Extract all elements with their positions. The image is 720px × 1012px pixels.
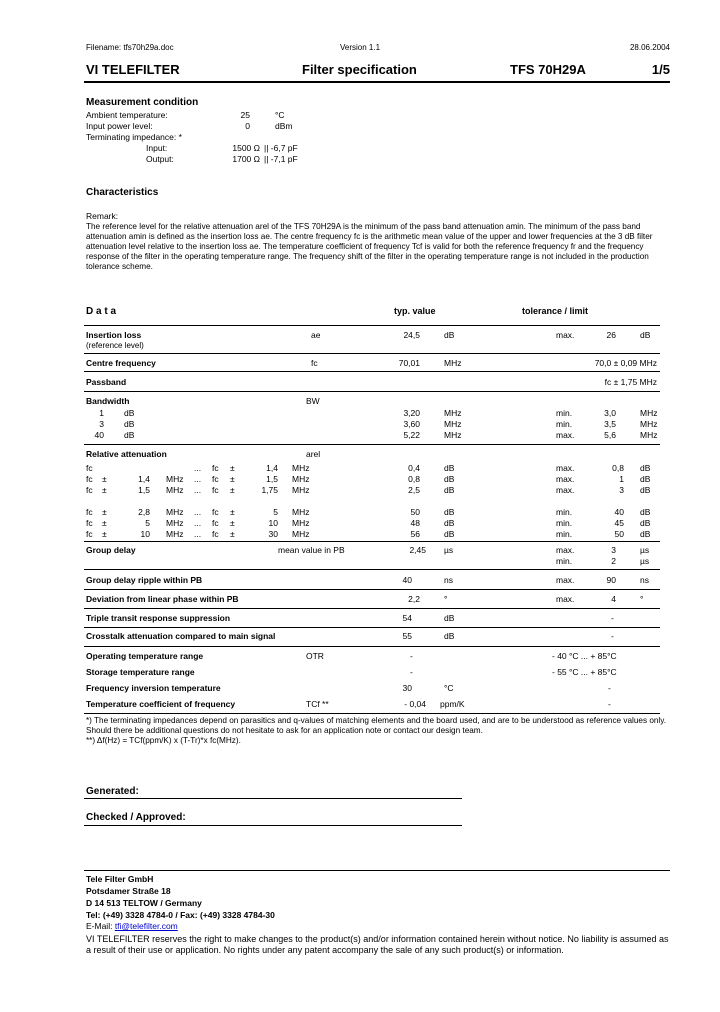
- tcf-unit: ppm/K: [440, 699, 465, 709]
- rel-att-unit: dB: [444, 474, 455, 484]
- triple-tol: -: [611, 613, 614, 623]
- rel-att-dots: ...: [194, 518, 202, 528]
- email-link[interactable]: tfi@telefilter.com: [114, 921, 178, 931]
- rel-att-lim-val: 50: [614, 529, 624, 539]
- rule: [84, 325, 660, 326]
- bandwidth-unit: MHz: [444, 419, 462, 429]
- rel-att-limit: min.: [556, 518, 573, 528]
- rel-att-u1: MHz: [166, 474, 184, 484]
- rel-att-v1: 2,8: [138, 507, 150, 517]
- rel-att-pm1: ±: [102, 485, 107, 495]
- rel-att-limit: min.: [556, 507, 573, 517]
- remark-label: Remark:: [86, 211, 119, 221]
- bandwidth-unit: MHz: [444, 430, 462, 440]
- insertion-loss-lim-unit: dB: [640, 330, 651, 340]
- bandwidth-value: 3,20: [403, 408, 420, 418]
- rel-att-limit: min.: [556, 529, 573, 539]
- rel-att-lim-unit: dB: [640, 463, 651, 473]
- group-delay-lim2-unit: µs: [640, 556, 650, 566]
- bandwidth-value: 3,60: [403, 419, 420, 429]
- group-delay-unit: µs: [444, 545, 454, 555]
- rel-att-unit: dB: [444, 507, 455, 517]
- rel-att-limit: max.: [556, 474, 575, 484]
- group-delay-limit2: min.: [556, 556, 573, 566]
- rel-att-dots: ...: [194, 485, 202, 495]
- rel-att-pm2: ±: [230, 463, 235, 473]
- header-rule: [84, 81, 670, 83]
- generated-line: [84, 798, 462, 799]
- email-label: E-Mail:: [86, 921, 115, 931]
- insertion-loss-limit: max.: [556, 330, 575, 340]
- rel-att-limit: max.: [556, 485, 575, 495]
- insertion-loss-sub: (reference level): [86, 341, 144, 350]
- insertion-loss-lim-val: 26: [606, 330, 616, 340]
- op-temp-tol: - 40 °C ... + 85°C: [552, 651, 617, 661]
- rel-att-u2: MHz: [292, 485, 310, 495]
- phase-dev-lim-val: 4: [611, 594, 616, 604]
- rule: [84, 713, 660, 714]
- part-number: TFS 70H29A: [510, 62, 586, 77]
- rel-att-f1: fc: [86, 529, 93, 539]
- company-phone: Tel: (+49) 3328 4784-0 / Fax: (+49) 3328 4784-30: [86, 910, 275, 920]
- output-label: Output:: [146, 154, 174, 164]
- insertion-loss-symbol: ae: [311, 330, 321, 340]
- output-value: 1700 Ω: [232, 154, 260, 164]
- rel-att-u1: MHz: [166, 518, 184, 528]
- page-number: 1/5: [651, 62, 670, 77]
- company-city: D 14 513 TELTOW / Germany: [86, 898, 202, 908]
- bandwidth-db-unit: dB: [124, 419, 135, 429]
- rel-att-value: 48: [410, 518, 420, 528]
- power-unit: dBm: [275, 121, 293, 131]
- rule: [84, 569, 660, 570]
- storage-temp-value: -: [410, 667, 413, 677]
- rel-att-limit: max.: [556, 463, 575, 473]
- freq-inv-value: 30: [402, 683, 412, 693]
- crosstalk-value: 55: [402, 631, 412, 641]
- centre-freq-tol: 70,0 ± 0,09 MHz: [594, 358, 657, 368]
- phase-dev-unit: °: [444, 594, 448, 604]
- rel-att-lim-val: 40: [614, 507, 624, 517]
- checked-label: Checked / Approved:: [86, 812, 186, 823]
- bandwidth-label: Bandwidth: [86, 396, 130, 406]
- rel-att-lim-unit: dB: [640, 474, 651, 484]
- rel-att-f2: fc: [212, 518, 219, 528]
- rule: [84, 541, 660, 542]
- rel-att-f1: fc: [86, 518, 93, 528]
- phase-dev-label: Deviation from linear phase within PB: [86, 594, 239, 604]
- rel-att-u1: MHz: [166, 485, 184, 495]
- rel-att-unit: dB: [444, 463, 455, 473]
- rule: [84, 627, 660, 628]
- bandwidth-lim-val: 5,6: [604, 430, 616, 440]
- rel-att-f2: fc: [212, 507, 219, 517]
- group-delay-label: Group delay: [86, 545, 136, 555]
- input-value: 1500 Ω: [232, 143, 260, 153]
- phase-dev-limit: max.: [556, 594, 575, 604]
- rel-att-pm1: ±: [102, 529, 107, 539]
- email-line: [86, 921, 178, 931]
- group-delay-note: mean value in PB: [278, 545, 345, 555]
- op-temp-label: Operating temperature range: [86, 651, 204, 661]
- rel-att-pm1: ±: [102, 507, 107, 517]
- col-typ-header: typ. value: [394, 306, 436, 316]
- rel-att-v1: 5: [145, 518, 150, 528]
- centre-freq-label: Centre frequency: [86, 358, 156, 368]
- checked-line: [84, 825, 462, 826]
- rel-att-value: 0,4: [408, 463, 420, 473]
- rel-att-lim-unit: dB: [640, 507, 651, 517]
- rel-att-v2: 1,4: [266, 463, 278, 473]
- rel-att-u2: MHz: [292, 529, 310, 539]
- impedance-label: Terminating impedance: *: [86, 132, 182, 142]
- rel-att-pm2: ±: [230, 518, 235, 528]
- rule: [84, 589, 660, 590]
- rel-att-lim-unit: dB: [640, 529, 651, 539]
- company-legal-name: Tele Filter GmbH: [86, 874, 154, 884]
- op-temp-symbol: OTR: [306, 651, 324, 661]
- insertion-loss-label: Insertion loss: [86, 330, 142, 340]
- rel-att-v2: 5: [273, 507, 278, 517]
- gd-ripple-lim-unit: ns: [640, 575, 649, 585]
- crosstalk-label: Crosstalk attenuation compared to main signal: [86, 631, 276, 641]
- rel-att-lim-val: 1: [619, 474, 624, 484]
- bandwidth-db-level: 1: [99, 408, 104, 418]
- rel-att-f2: fc: [212, 474, 219, 484]
- address-rule: [84, 870, 670, 871]
- tcf-value: - 0,04: [404, 699, 426, 709]
- rel-att-u1: MHz: [166, 529, 184, 539]
- centre-freq-value: 70,01: [398, 358, 420, 368]
- gd-ripple-value: 40: [402, 575, 412, 585]
- rel-att-u2: MHz: [292, 463, 310, 473]
- group-delay-lim1: 3: [611, 545, 616, 555]
- rel-att-lim-unit: dB: [640, 485, 651, 495]
- rel-att-f1: fc: [86, 474, 93, 484]
- power-value: 0: [245, 121, 250, 131]
- rel-att-lim-unit: dB: [640, 518, 651, 528]
- rel-att-value: 56: [410, 529, 420, 539]
- input-label: Input:: [146, 143, 168, 153]
- gd-ripple-label: Group delay ripple within PB: [86, 575, 203, 585]
- bandwidth-lim-val: 3,5: [604, 419, 616, 429]
- col-tol-header: tolerance / limit: [522, 306, 589, 316]
- insertion-loss-value: 24,5: [403, 330, 420, 340]
- rel-att-u2: MHz: [292, 518, 310, 528]
- rel-att-pm2: ±: [230, 529, 235, 539]
- rel-att-unit: dB: [444, 518, 455, 528]
- gd-ripple-limit: max.: [556, 575, 575, 585]
- phase-dev-lim-unit: °: [640, 594, 644, 604]
- bandwidth-value: 5,22: [403, 430, 420, 440]
- rel-att-label: Relative attenuation: [86, 449, 167, 459]
- bandwidth-db-level: 40: [94, 430, 104, 440]
- group-delay-limit1: max.: [556, 545, 575, 555]
- rule: [84, 353, 660, 354]
- rel-att-u2: MHz: [292, 474, 310, 484]
- op-temp-value: -: [410, 651, 413, 661]
- tcf-symbol: TCf **: [306, 699, 329, 709]
- crosstalk-unit: dB: [444, 631, 455, 641]
- input-cap: || -6,7 pF: [264, 143, 298, 153]
- bandwidth-db-unit: dB: [124, 408, 135, 418]
- rel-att-lim-val: 3: [619, 485, 624, 495]
- rel-att-lim-val: 45: [614, 518, 624, 528]
- storage-temp-label: Storage temperature range: [86, 667, 195, 677]
- bandwidth-limit: min.: [556, 408, 573, 418]
- rel-att-pm2: ±: [230, 474, 235, 484]
- rule: [84, 646, 660, 647]
- footnote-tcf: **) Δf(Hz) = TCf(ppm/K) x (T-Tr)*x fc(MHz).: [86, 736, 241, 745]
- group-delay-lim2: 2: [611, 556, 616, 566]
- bandwidth-lim-unit: MHz: [640, 419, 658, 429]
- rel-att-f2: fc: [212, 463, 219, 473]
- measurement-title: Measurement condition: [86, 97, 199, 108]
- bandwidth-symbol: BW: [306, 396, 320, 406]
- triple-unit: dB: [444, 613, 455, 623]
- rel-att-dots: ...: [194, 507, 202, 517]
- rel-att-pm2: ±: [230, 507, 235, 517]
- company-name: VI TELEFILTER: [86, 62, 180, 77]
- col-data-header: D a t a: [86, 306, 117, 317]
- rel-att-unit: dB: [444, 529, 455, 539]
- freq-inv-tol: -: [608, 683, 611, 693]
- centre-freq-symbol: fc: [311, 358, 318, 368]
- rel-att-v1: 1,5: [138, 485, 150, 495]
- freq-inv-label: Frequency inversion temperature: [86, 683, 221, 693]
- group-delay-value: 2,45: [409, 545, 426, 555]
- ambient-label: Ambient temperature:: [86, 110, 168, 120]
- rel-att-pm1: ±: [102, 474, 107, 484]
- characteristics-title: Characteristics: [86, 187, 159, 198]
- rel-att-v1: 10: [140, 529, 150, 539]
- doc-title: Filter specification: [302, 62, 417, 77]
- gd-ripple-unit: ns: [444, 575, 453, 585]
- bandwidth-limit: min.: [556, 419, 573, 429]
- rel-att-pm1: ±: [102, 518, 107, 528]
- storage-temp-tol: - 55 °C ... + 85°C: [552, 667, 617, 677]
- rel-att-f1: fc: [86, 463, 93, 473]
- group-delay-lim1-unit: µs: [640, 545, 650, 555]
- rel-att-dots: ...: [194, 474, 202, 484]
- footnote-impedance: *) The terminating impedances depend on parasitics and q-values of matching elements and the board used, and are to be understood as reference values only. Should there be additional questions do not hesitate to ask for an application note or contact our design team.: [86, 716, 667, 735]
- bandwidth-lim-unit: MHz: [640, 430, 658, 440]
- rel-att-dots: ...: [194, 463, 202, 473]
- centre-freq-unit: MHz: [444, 358, 462, 368]
- power-label: Input power level:: [86, 121, 153, 131]
- rel-att-f2: fc: [212, 485, 219, 495]
- freq-inv-unit: °C: [444, 683, 454, 693]
- disclaimer: VI TELEFILTER reserves the right to make changes to the product(s) and/or information contained herein without notice. No liability is assumed as a result of their use or application. No rights under any patent accompany the sale of any such product(s) or information.: [86, 934, 669, 955]
- bandwidth-unit: MHz: [444, 408, 462, 418]
- date: 28.06.2004: [629, 43, 670, 52]
- filename: Filename: tfs70h29a.doc: [86, 43, 174, 52]
- rule: [84, 391, 660, 392]
- rel-att-value: 50: [410, 507, 420, 517]
- rel-att-f1: fc: [86, 485, 93, 495]
- rel-att-value: 2,5: [408, 485, 420, 495]
- ambient-value: 25: [240, 110, 250, 120]
- rel-att-dots: ...: [194, 529, 202, 539]
- rel-att-v2: 1,5: [266, 474, 278, 484]
- rel-att-u2: MHz: [292, 507, 310, 517]
- rel-att-u1: MHz: [166, 507, 184, 517]
- phase-dev-value: 2,2: [408, 594, 420, 604]
- rel-att-f1: fc: [86, 507, 93, 517]
- remark-text: The reference level for the relative attenuation arel of the TFS 70H29A is the minimum of the pass band attenuation amin. The minimum of the pass band attenuation amin is defined as the insertion loss ae. The centre frequency fc is the arithmetic mean value of the upper and lower frequencies at the 3 dB filter attenuation level relative to the insertion loss ae. The temperature coefficient of frequency Tcf is valid for both the reference frequency fr and the frequency response of the filter in the operating temperature range. The frequency shift of the filter in the operating temperature range is not included in the production tolerance scheme.: [86, 222, 653, 271]
- passband-tol: fc ± 1,75 MHz: [604, 377, 657, 387]
- triple-value: 54: [402, 613, 412, 623]
- rel-att-v2: 10: [268, 518, 278, 528]
- passband-label: Passband: [86, 377, 127, 387]
- company-street: Potsdamer Straße 18: [86, 886, 171, 896]
- rel-att-f2: fc: [212, 529, 219, 539]
- bandwidth-lim-val: 3,0: [604, 408, 616, 418]
- rule: [84, 371, 660, 372]
- generated-label: Generated:: [86, 786, 139, 797]
- bandwidth-lim-unit: MHz: [640, 408, 658, 418]
- rel-att-lim-val: 0,8: [612, 463, 624, 473]
- rel-att-value: 0,8: [408, 474, 420, 484]
- bandwidth-db-unit: dB: [124, 430, 135, 440]
- rel-att-pm2: ±: [230, 485, 235, 495]
- output-cap: || -7,1 pF: [264, 154, 298, 164]
- crosstalk-tol: -: [611, 631, 614, 641]
- rule: [84, 608, 660, 609]
- rel-att-symbol: arel: [306, 449, 321, 459]
- rel-att-v1: 1,4: [138, 474, 150, 484]
- triple-label: Triple transit response suppression: [86, 613, 231, 623]
- tcf-label: Temperature coefficient of frequency: [86, 699, 236, 709]
- rule: [84, 444, 660, 445]
- insertion-loss-unit: dB: [444, 330, 455, 340]
- bandwidth-limit: max.: [556, 430, 575, 440]
- rel-att-unit: dB: [444, 485, 455, 495]
- rel-att-v2: 1,75: [261, 485, 278, 495]
- tcf-tol: -: [608, 699, 611, 709]
- version: Version 1.1: [340, 43, 381, 52]
- gd-ripple-lim-val: 90: [606, 575, 616, 585]
- ambient-unit: °C: [275, 110, 285, 120]
- rel-att-v2: 30: [268, 529, 278, 539]
- bandwidth-db-level: 3: [99, 419, 104, 429]
